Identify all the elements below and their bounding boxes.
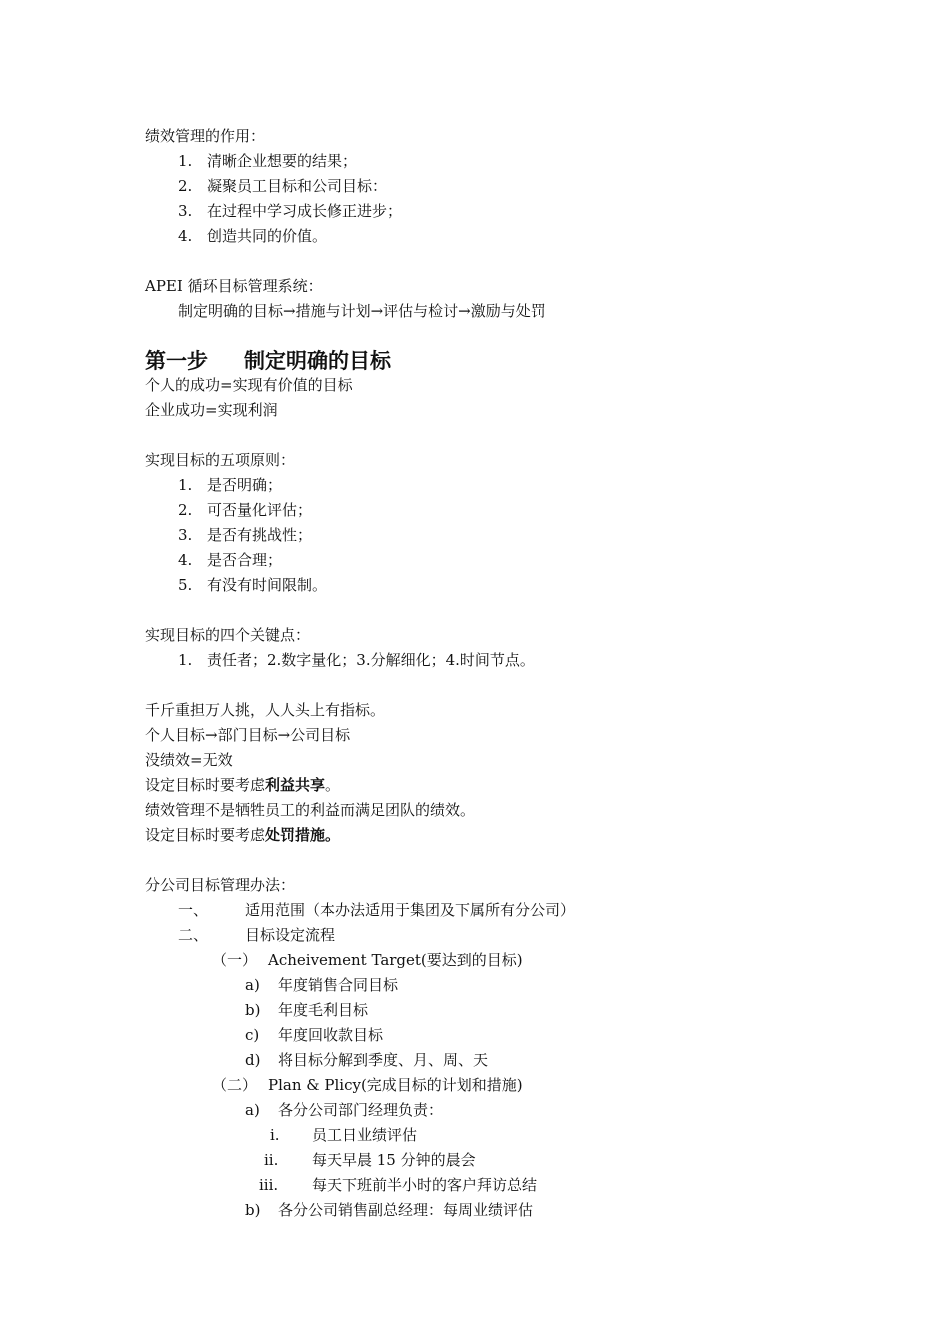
roman-num: i. bbox=[270, 1126, 280, 1144]
principles-title: 实现目标的五项原则： bbox=[145, 451, 296, 469]
section-text: 适用范围（本办法适用于集团及下属所有分公司） bbox=[245, 901, 576, 919]
note-line: 没绩效=无效 bbox=[145, 751, 233, 769]
roman-num: ii. bbox=[264, 1151, 279, 1169]
principle-text: 有没有时间限制。 bbox=[207, 576, 328, 594]
keypoints-title: 实现目标的四个关键点： bbox=[145, 626, 311, 644]
principle-text: 是否合理； bbox=[207, 551, 283, 569]
roman-text: 员工日业绩评估 bbox=[312, 1126, 418, 1144]
note-line: 个人目标→部门目标→公司目标 bbox=[145, 726, 351, 744]
principle-num: 2. bbox=[178, 501, 193, 519]
section-num: 二、 bbox=[178, 926, 209, 944]
step1-heading-num: 第一步 bbox=[145, 349, 208, 373]
section-text: 目标设定流程 bbox=[245, 926, 336, 944]
note-text: 设定目标时要考虑 bbox=[145, 776, 266, 794]
step1-line: 个人的成功=实现有价值的目标 bbox=[145, 376, 353, 394]
role-title: 绩效管理的作用： bbox=[145, 127, 266, 145]
roman-text: 每天早晨 15 分钟的晨会 bbox=[312, 1151, 476, 1169]
item-text: 各分公司销售副总经理：每周业绩评估 bbox=[278, 1201, 534, 1219]
item-num: c) bbox=[245, 1026, 260, 1044]
note-line: 千斤重担万人挑，人人头上有指标。 bbox=[145, 701, 386, 719]
subsection-num: （一） bbox=[212, 951, 258, 969]
principle-num: 3. bbox=[178, 526, 193, 544]
subsection-text: Plan & Plicy(完成目标的计划和措施) bbox=[268, 1076, 523, 1094]
item-num: b) bbox=[245, 1201, 261, 1219]
step1-heading-text: 制定明确的目标 bbox=[244, 349, 391, 373]
principle-text: 可否量化评估； bbox=[207, 501, 313, 519]
method-title: 分公司目标管理办法： bbox=[145, 876, 296, 894]
note-text: 。 bbox=[325, 776, 341, 794]
note-text: 设定目标时要考虑 bbox=[145, 826, 266, 844]
item-text: 年度销售合同目标 bbox=[278, 976, 399, 994]
principle-num: 5. bbox=[178, 576, 193, 594]
role-item-text: 凝聚员工目标和公司目标： bbox=[207, 177, 388, 195]
roman-num: iii. bbox=[259, 1176, 279, 1194]
principle-num: 1. bbox=[178, 476, 193, 494]
roman-text: 每天下班前半小时的客户拜访总结 bbox=[312, 1176, 538, 1194]
role-item-text: 清晰企业想要的结果； bbox=[207, 152, 358, 170]
principle-num: 4. bbox=[178, 551, 193, 569]
note-line-profit-sharing bbox=[145, 773, 340, 798]
item-num: a) bbox=[245, 976, 260, 994]
subsection-text: Acheivement Target(要达到的目标) bbox=[268, 951, 523, 969]
item-text: 各分公司部门经理负责： bbox=[278, 1101, 444, 1119]
emphasis-text: 处罚措施。 bbox=[265, 826, 341, 844]
role-item-text: 在过程中学习成长修正进步； bbox=[207, 202, 403, 220]
item-text: 年度回收款目标 bbox=[278, 1026, 384, 1044]
principle-text: 是否明确； bbox=[207, 476, 283, 494]
role-item-num: 4. bbox=[178, 227, 193, 245]
step1-line: 企业成功=实现利润 bbox=[145, 401, 278, 419]
note-line: 绩效管理不是牺牲员工的利益而满足团队的绩效。 bbox=[145, 801, 476, 819]
item-num: b) bbox=[245, 1001, 261, 1019]
role-item-num: 2. bbox=[178, 177, 193, 195]
item-text: 年度毛利目标 bbox=[278, 1001, 369, 1019]
role-item-num: 1. bbox=[178, 152, 193, 170]
apei-title: APEI 循环目标管理系统： bbox=[145, 277, 323, 295]
subsection-num: （二） bbox=[212, 1076, 258, 1094]
role-item-num: 3. bbox=[178, 202, 193, 220]
item-num: a) bbox=[245, 1101, 260, 1119]
item-text: 将目标分解到季度、月、周、天 bbox=[278, 1051, 489, 1069]
role-item-text: 创造共同的价值。 bbox=[207, 227, 328, 245]
item-num: d) bbox=[245, 1051, 261, 1069]
principle-text: 是否有挑战性； bbox=[207, 526, 313, 544]
note-line-penalty bbox=[145, 823, 340, 848]
keypoint-text: 责任者；2.数字量化；3.分解细化；4.时间节点。 bbox=[207, 651, 535, 669]
apei-flow: 制定明确的目标→措施与计划→评估与检讨→激励与处罚 bbox=[178, 302, 546, 320]
keypoint-num: 1. bbox=[178, 651, 193, 669]
emphasis-text: 利益共享 bbox=[265, 776, 326, 794]
section-num: 一、 bbox=[178, 901, 209, 919]
